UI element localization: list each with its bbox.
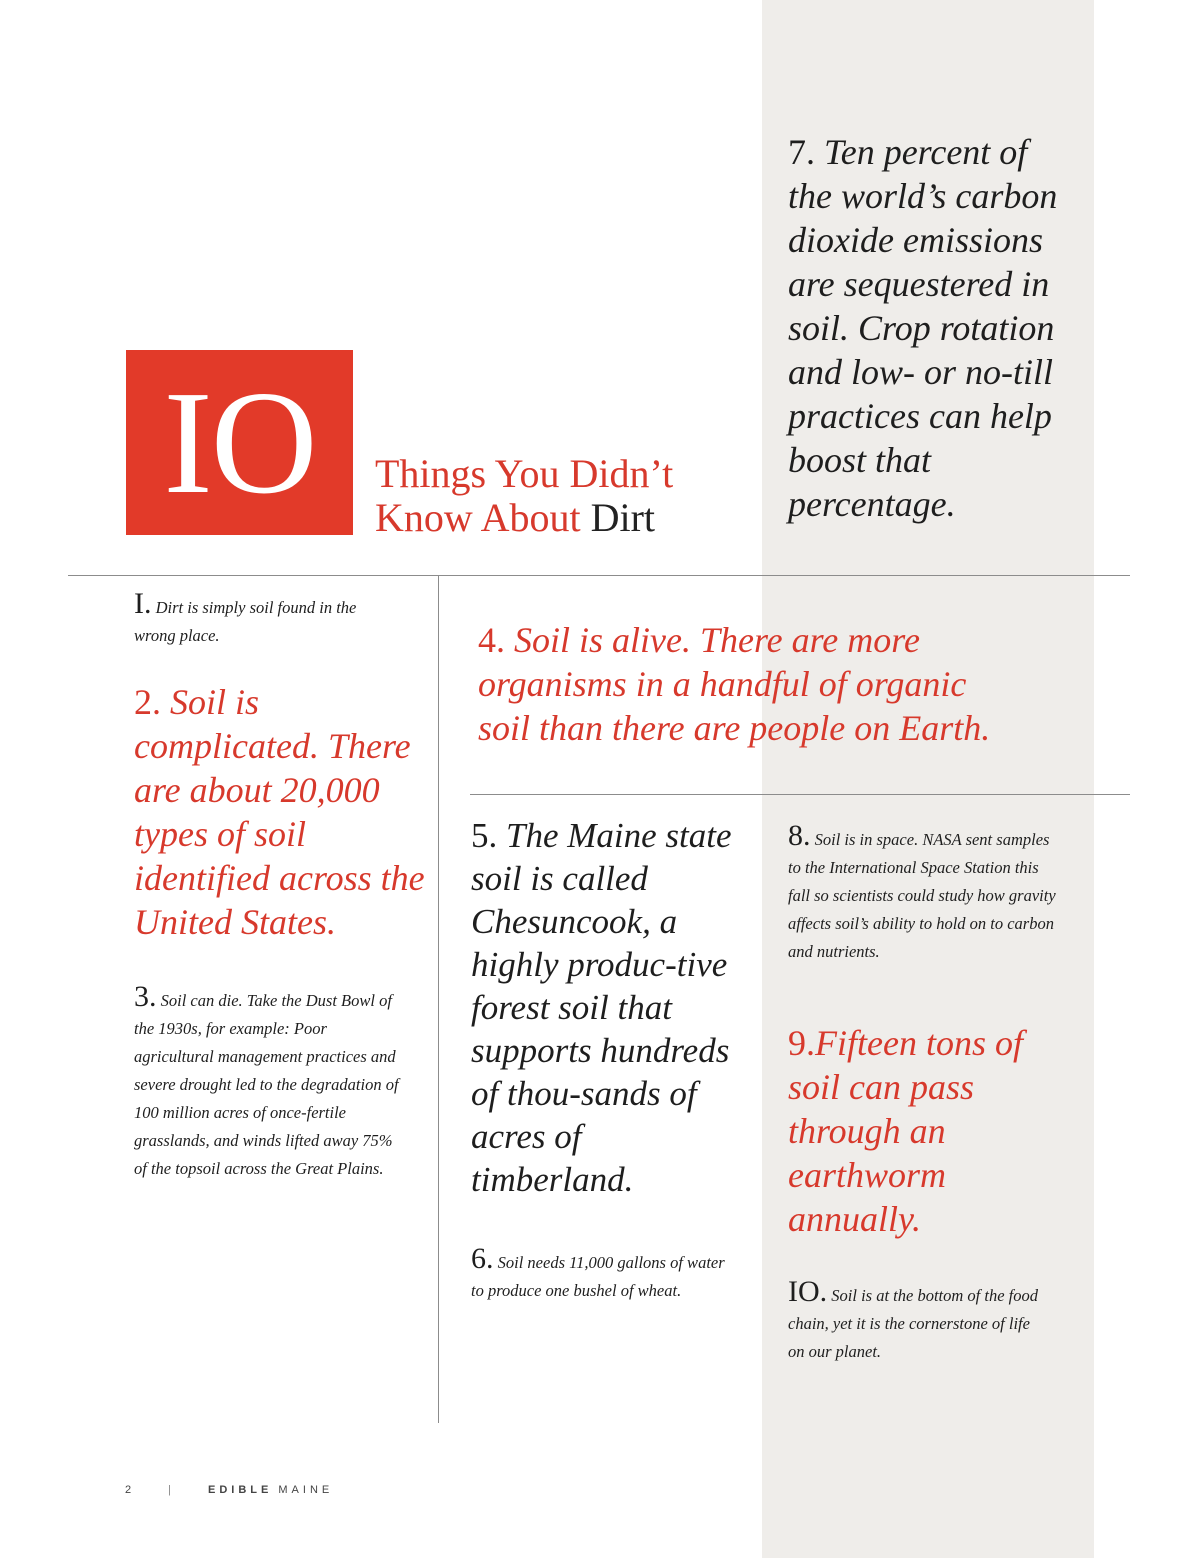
fact-number: 4.	[478, 620, 505, 660]
page-footer	[125, 1484, 333, 1496]
page-headline	[375, 452, 755, 540]
column-divider	[438, 576, 439, 1423]
fact-5	[471, 814, 741, 1201]
headline-line-2	[375, 496, 755, 540]
fact-text: Soil is complicated. There are about 20,000 types of soil identified across the United States.	[134, 682, 425, 942]
fact-text: Soil is in space. NASA sent samples to the International Space Station this fall so scientists could study how gravity affects soil’s ability to hold on to carbon and nutrients.	[788, 830, 1056, 961]
footer-separator: |	[168, 1484, 174, 1496]
fact-number: 7.	[788, 132, 815, 172]
fact-1	[134, 587, 364, 650]
fact-number: I.	[134, 587, 152, 620]
fact-4	[478, 618, 1018, 750]
headline-line-2-dark: Dirt	[590, 495, 656, 540]
fact-3	[134, 980, 404, 1183]
fact-text: The Maine state soil is called Chesuncook, a highly produc-tive forest soil that supports hundreds of thou-sands of acres of timberland.	[471, 816, 732, 1199]
fact-number: 2.	[134, 682, 161, 722]
fact-10	[788, 1275, 1048, 1366]
fact-number: 9.	[788, 1023, 815, 1063]
footer-brand-light: MAINE	[278, 1484, 334, 1496]
fact-number: 8.	[788, 819, 811, 852]
fact-number: 3.	[134, 980, 157, 1013]
fact-text: Fifteen tons of soil can pass through an earthworm annually.	[788, 1023, 1023, 1239]
fact-6	[471, 1242, 731, 1305]
page-number: 2	[125, 1484, 135, 1496]
fact-8	[788, 819, 1058, 966]
fact-number: IO.	[788, 1275, 828, 1308]
top-divider	[68, 575, 1130, 576]
fact-text: Ten percent of the world’s carbon dioxide emissions are sequestered in soil. Crop rotation and low- or no-till practices can help boost that percentage.	[788, 132, 1058, 524]
fact-9	[788, 1021, 1028, 1241]
headline-line-2-red: Know About	[375, 495, 591, 540]
fact-text: Soil can die. Take the Dust Bowl of the 1930s, for example: Poor agricultural management practices and severe drought led to the degradation of 100 million acres of once-fertile grasslands, and winds lifted away 75% of the topsoil across the Great Plains.	[134, 991, 399, 1178]
fact-number: 5.	[471, 816, 498, 855]
fact-text: Soil is at the bottom of the food chain, yet it is the cornerstone of life on our planet.	[788, 1286, 1038, 1361]
footer-brand-bold: EDIBLE	[207, 1484, 273, 1496]
fact-text: Soil is alive. There are more organisms in a handful of organic soil than there are people on Earth.	[478, 620, 991, 748]
headline-line-1: Things You Didn’t	[375, 451, 674, 496]
fact-7	[788, 130, 1078, 526]
fact-text: Soil needs 11,000 gallons of water to produce one bushel of wheat.	[471, 1253, 725, 1300]
fact-text: Dirt is simply soil found in the wrong place.	[134, 598, 357, 645]
fact-number: 6.	[471, 1242, 494, 1275]
number-badge: IO	[126, 350, 353, 535]
middle-divider	[470, 794, 1130, 795]
fact-2	[134, 680, 434, 944]
